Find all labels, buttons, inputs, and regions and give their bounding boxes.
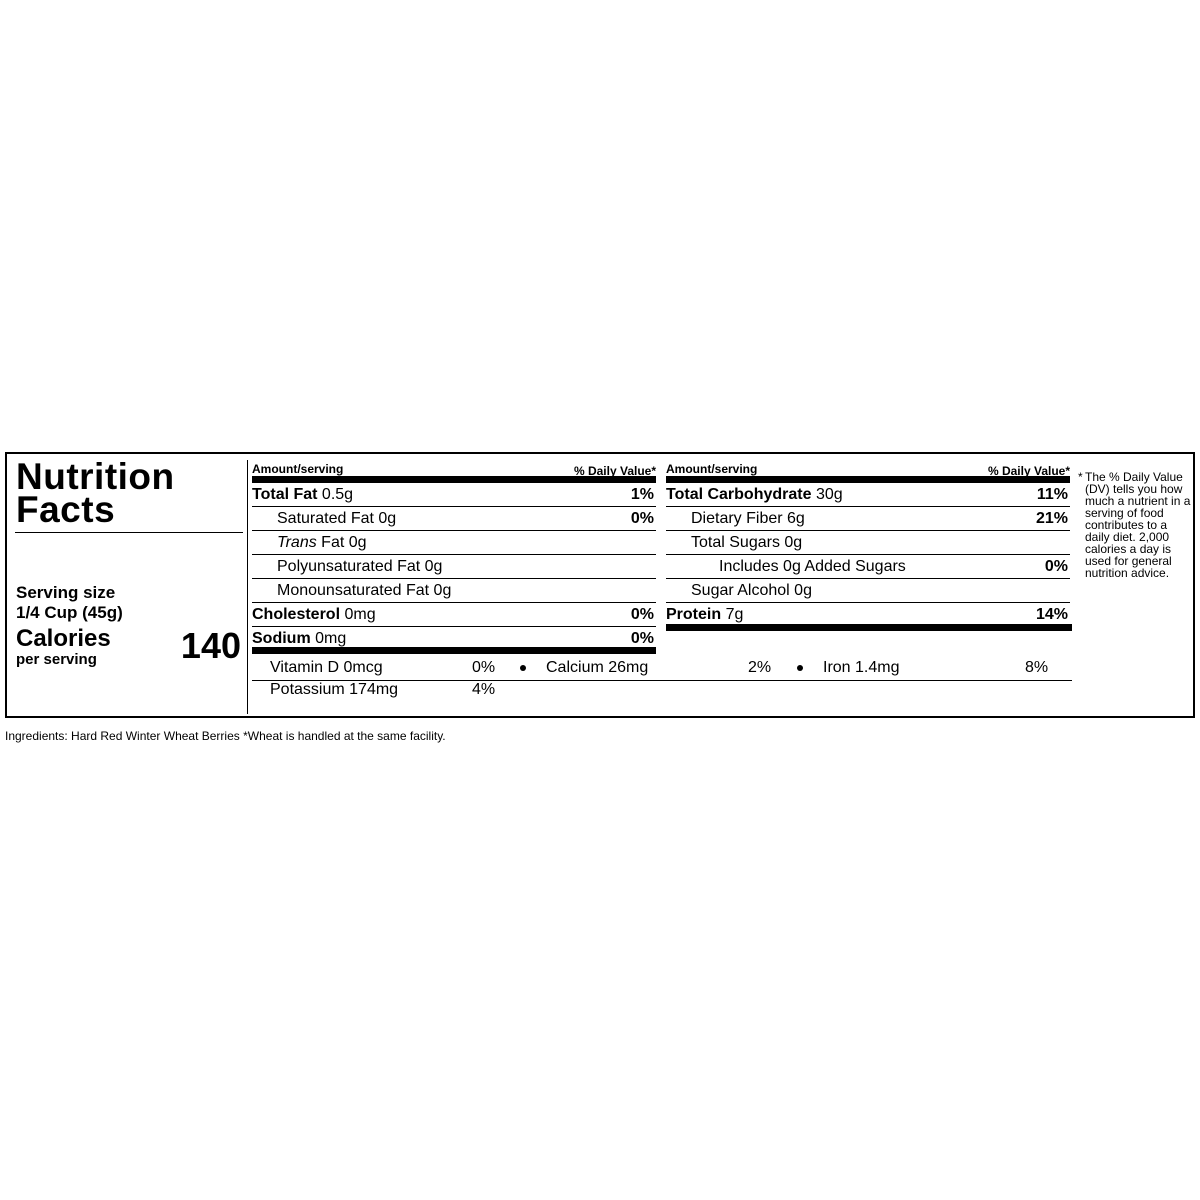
nutrient-dv: 11% — [1036, 486, 1068, 503]
nutrient-dv: 14% — [1035, 606, 1068, 623]
nutrient-name: Total Sugars 0g — [691, 534, 803, 551]
micronutrient-iron-dv: 8% — [1025, 659, 1049, 676]
nutrient-name: Includes 0g Added Sugars — [719, 558, 906, 575]
nutrient-name: Sugar Alcohol 0g — [691, 582, 812, 599]
nutrient-row-saturated-fat — [252, 507, 656, 531]
ingredients-statement: Ingredients: Hard Red Winter Wheat Berries *Wheat is handled at the same facility. — [5, 729, 446, 743]
bullet-icon — [797, 665, 803, 671]
nutrient-name: Total Fat — [252, 486, 318, 503]
thick-rule-fats-bottom — [252, 647, 656, 654]
nutrient-name: Total Carbohydrate — [666, 486, 812, 503]
daily-value-header: % Daily Value* — [987, 464, 1070, 478]
nutrient-name: Saturated Fat 0g — [277, 510, 397, 527]
nutrient-dv: 1% — [630, 486, 654, 503]
micronutrient-calcium-dv: 2% — [748, 659, 772, 676]
nutrient-column-carbs — [666, 460, 1070, 626]
title-line-1: Nutrition — [16, 456, 175, 497]
nutrient-row-protein — [666, 603, 1070, 626]
nutrient-row-total-carbohydrate — [666, 483, 1070, 507]
nutrient-dv: 0% — [630, 606, 654, 623]
nutrient-amount: 0mg — [340, 606, 376, 623]
nutrient-column-fats — [252, 460, 656, 650]
trans-italic: Trans — [277, 534, 317, 551]
nutrient-row-total-sugars — [666, 531, 1070, 555]
serving-size-label: Serving size — [16, 583, 116, 602]
nutrient-row-cholesterol — [252, 603, 656, 627]
nutrient-name: Polyunsaturated Fat 0g — [277, 558, 443, 575]
micronutrient-vitamin-d: Vitamin D 0mcg — [270, 659, 383, 676]
nutrient-dv: 21% — [1035, 510, 1068, 527]
title-divider — [15, 532, 243, 533]
nutrient-row-total-fat — [252, 483, 656, 507]
bullet-icon — [520, 665, 526, 671]
nutrient-amount: 0mg — [310, 630, 347, 647]
nutrition-facts-label — [5, 452, 1195, 718]
nutrient-amount: 7g — [721, 606, 744, 623]
nutrient-name: Fat 0g — [316, 534, 367, 551]
nutrient-dv: 0% — [630, 510, 654, 527]
thick-rule-carbs-bottom — [666, 624, 1072, 631]
calories-value: 140 — [180, 625, 241, 666]
nutrient-amount: 30g — [811, 486, 843, 503]
nutrient-name: Cholesterol — [252, 606, 341, 623]
nutrient-name: Protein — [666, 606, 722, 623]
per-serving-label: per serving — [16, 651, 97, 668]
column-header — [666, 460, 1070, 476]
nutrient-name: Dietary Fiber 6g — [691, 510, 805, 527]
column-divider — [247, 460, 248, 714]
calories-label: Calories — [16, 625, 111, 652]
nutrient-name: Monounsaturated Fat 0g — [277, 582, 452, 599]
nutrient-row-monounsaturated-fat — [252, 579, 656, 603]
label-title — [16, 456, 175, 530]
daily-value-header: % Daily Value* — [573, 464, 656, 478]
nutrient-row-polyunsaturated-fat — [252, 555, 656, 579]
amount-per-serving-header: Amount/serving — [252, 462, 344, 476]
nutrient-dv: 0% — [630, 630, 654, 647]
amount-per-serving-header: Amount/serving — [666, 462, 758, 476]
micronutrient-vitamin-d-dv: 0% — [472, 659, 496, 676]
nutrient-name: Sodium — [252, 630, 311, 647]
nutrient-row-dietary-fiber — [666, 507, 1070, 531]
micronutrient-iron: Iron 1.4mg — [823, 659, 900, 676]
micronutrient-calcium: Calcium 26mg — [546, 659, 649, 676]
serving-size-value: 1/4 Cup (45g) — [16, 603, 123, 622]
nutrient-row-added-sugars — [666, 555, 1070, 579]
micronutrient-potassium: Potassium 174mg — [270, 681, 399, 698]
nutrient-row-trans-fat — [252, 531, 656, 555]
micronutrient-potassium-dv: 4% — [472, 681, 496, 698]
label-summary — [7, 454, 247, 716]
footnote-asterisk: * — [1078, 470, 1083, 484]
column-header — [252, 460, 656, 476]
nutrient-row-sugar-alcohol — [666, 579, 1070, 603]
title-line-2: Facts — [16, 489, 116, 530]
nutrient-amount: 0.5g — [317, 486, 354, 503]
footnote-text: The % Daily Value (DV) tells you how much a nutrient in a serving of food contributes to a daily diet. 2,000 calories a day is used for general nutrition advice. — [1085, 470, 1191, 580]
nutrient-dv: 0% — [1044, 558, 1068, 575]
